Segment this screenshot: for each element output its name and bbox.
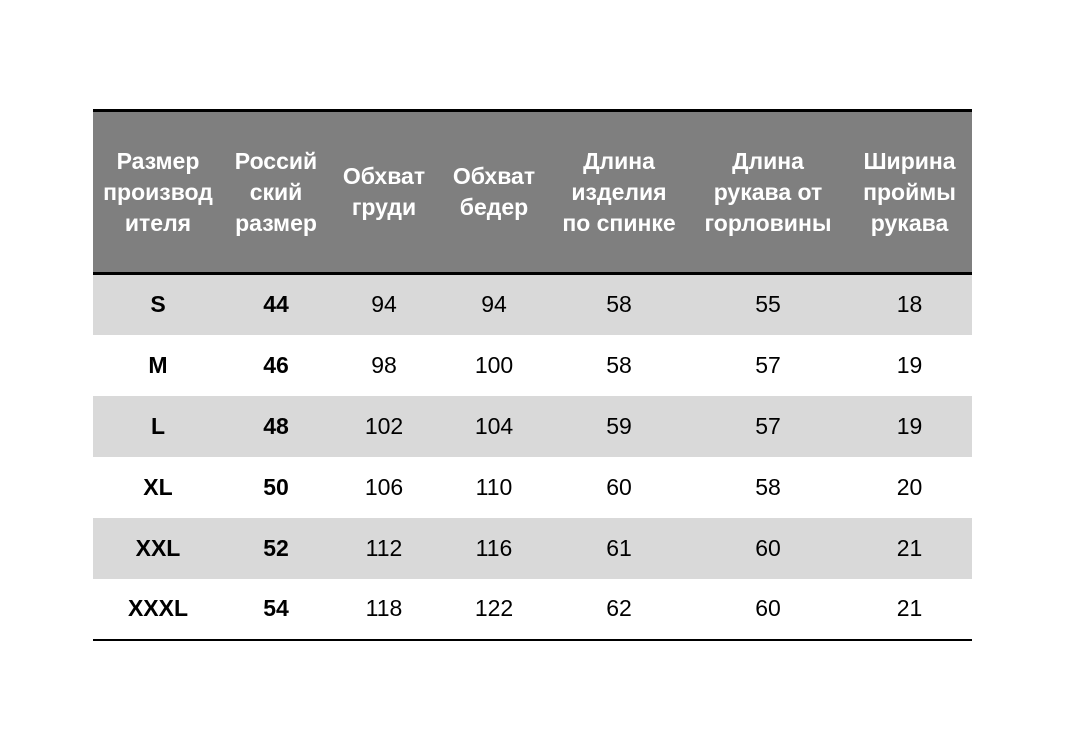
cell-back-length: 60: [606, 473, 632, 500]
header-armhole-width: Ширина проймы рукава: [847, 111, 972, 274]
header-hip-girth: Обхват бедер: [439, 111, 549, 274]
cell-armhole-width: 19: [896, 412, 923, 439]
cell-armhole-width: 21: [847, 579, 972, 640]
cell-back-length: 61: [606, 534, 632, 561]
header-back-length: Длина изделия по спинке: [549, 111, 689, 274]
cell-russian-size: 46: [263, 351, 289, 378]
cell-manufacturer-size: S: [150, 291, 166, 318]
cell-hip-girth: 94: [481, 291, 507, 318]
table-header-row: [93, 111, 972, 274]
cell-russian-size: 48: [263, 412, 289, 439]
cell-chest-girth: 94: [371, 291, 397, 318]
cell-chest-girth: 118: [329, 579, 439, 640]
cell-armhole-width: 19: [896, 351, 923, 378]
cell-hip-girth: 116: [475, 534, 513, 561]
cell-manufacturer-size: XXXL: [93, 579, 223, 640]
cell-hip-girth: 104: [474, 412, 514, 439]
cell-armhole-width: 20: [896, 473, 923, 500]
cell-sleeve-length: 57: [755, 412, 781, 439]
table-row: [93, 579, 972, 640]
cell-back-length: 62: [549, 579, 689, 640]
cell-hip-girth: 100: [474, 351, 514, 378]
cell-manufacturer-size: M: [148, 351, 168, 378]
cell-chest-girth: 98: [371, 351, 397, 378]
cell-hip-girth: 122: [439, 579, 549, 640]
cell-sleeve-length: 57: [755, 351, 781, 378]
cell-back-length: 58: [606, 351, 632, 378]
cell-sleeve-length: 60: [755, 534, 781, 561]
cell-back-length: 58: [606, 291, 632, 318]
cell-chest-girth: 106: [364, 473, 404, 500]
header-manufacturer-size: Размер производ ителя: [93, 111, 223, 274]
cell-russian-size: 54: [223, 579, 329, 640]
cell-chest-girth: 102: [364, 412, 404, 439]
cell-sleeve-length: 58: [755, 473, 781, 500]
table-row: [93, 274, 972, 335]
cell-chest-girth: 112: [365, 534, 403, 561]
cell-manufacturer-size: XXL: [135, 534, 181, 561]
cell-manufacturer-size: L: [150, 412, 166, 439]
cell-sleeve-length: 55: [755, 291, 781, 318]
cell-sleeve-length: 60: [689, 579, 847, 640]
table-row: [93, 335, 972, 396]
cell-back-length: 59: [606, 412, 632, 439]
cell-armhole-width: 18: [896, 291, 923, 318]
size-chart-table: [93, 109, 972, 641]
cell-manufacturer-size: XL: [143, 473, 173, 500]
cell-armhole-width: 21: [896, 534, 923, 561]
cell-russian-size: 44: [263, 291, 289, 318]
cell-russian-size: 50: [263, 473, 289, 500]
header-russian-size: Россий ский размер: [223, 111, 329, 274]
cell-russian-size: 52: [263, 534, 289, 561]
table-row: [93, 396, 972, 457]
header-chest-girth: Обхват груди: [329, 111, 439, 274]
table-row: [93, 457, 972, 518]
cell-hip-girth: 110: [475, 473, 513, 500]
table-row: [93, 518, 972, 579]
header-sleeve-length: Длина рукава от горловины: [689, 111, 847, 274]
